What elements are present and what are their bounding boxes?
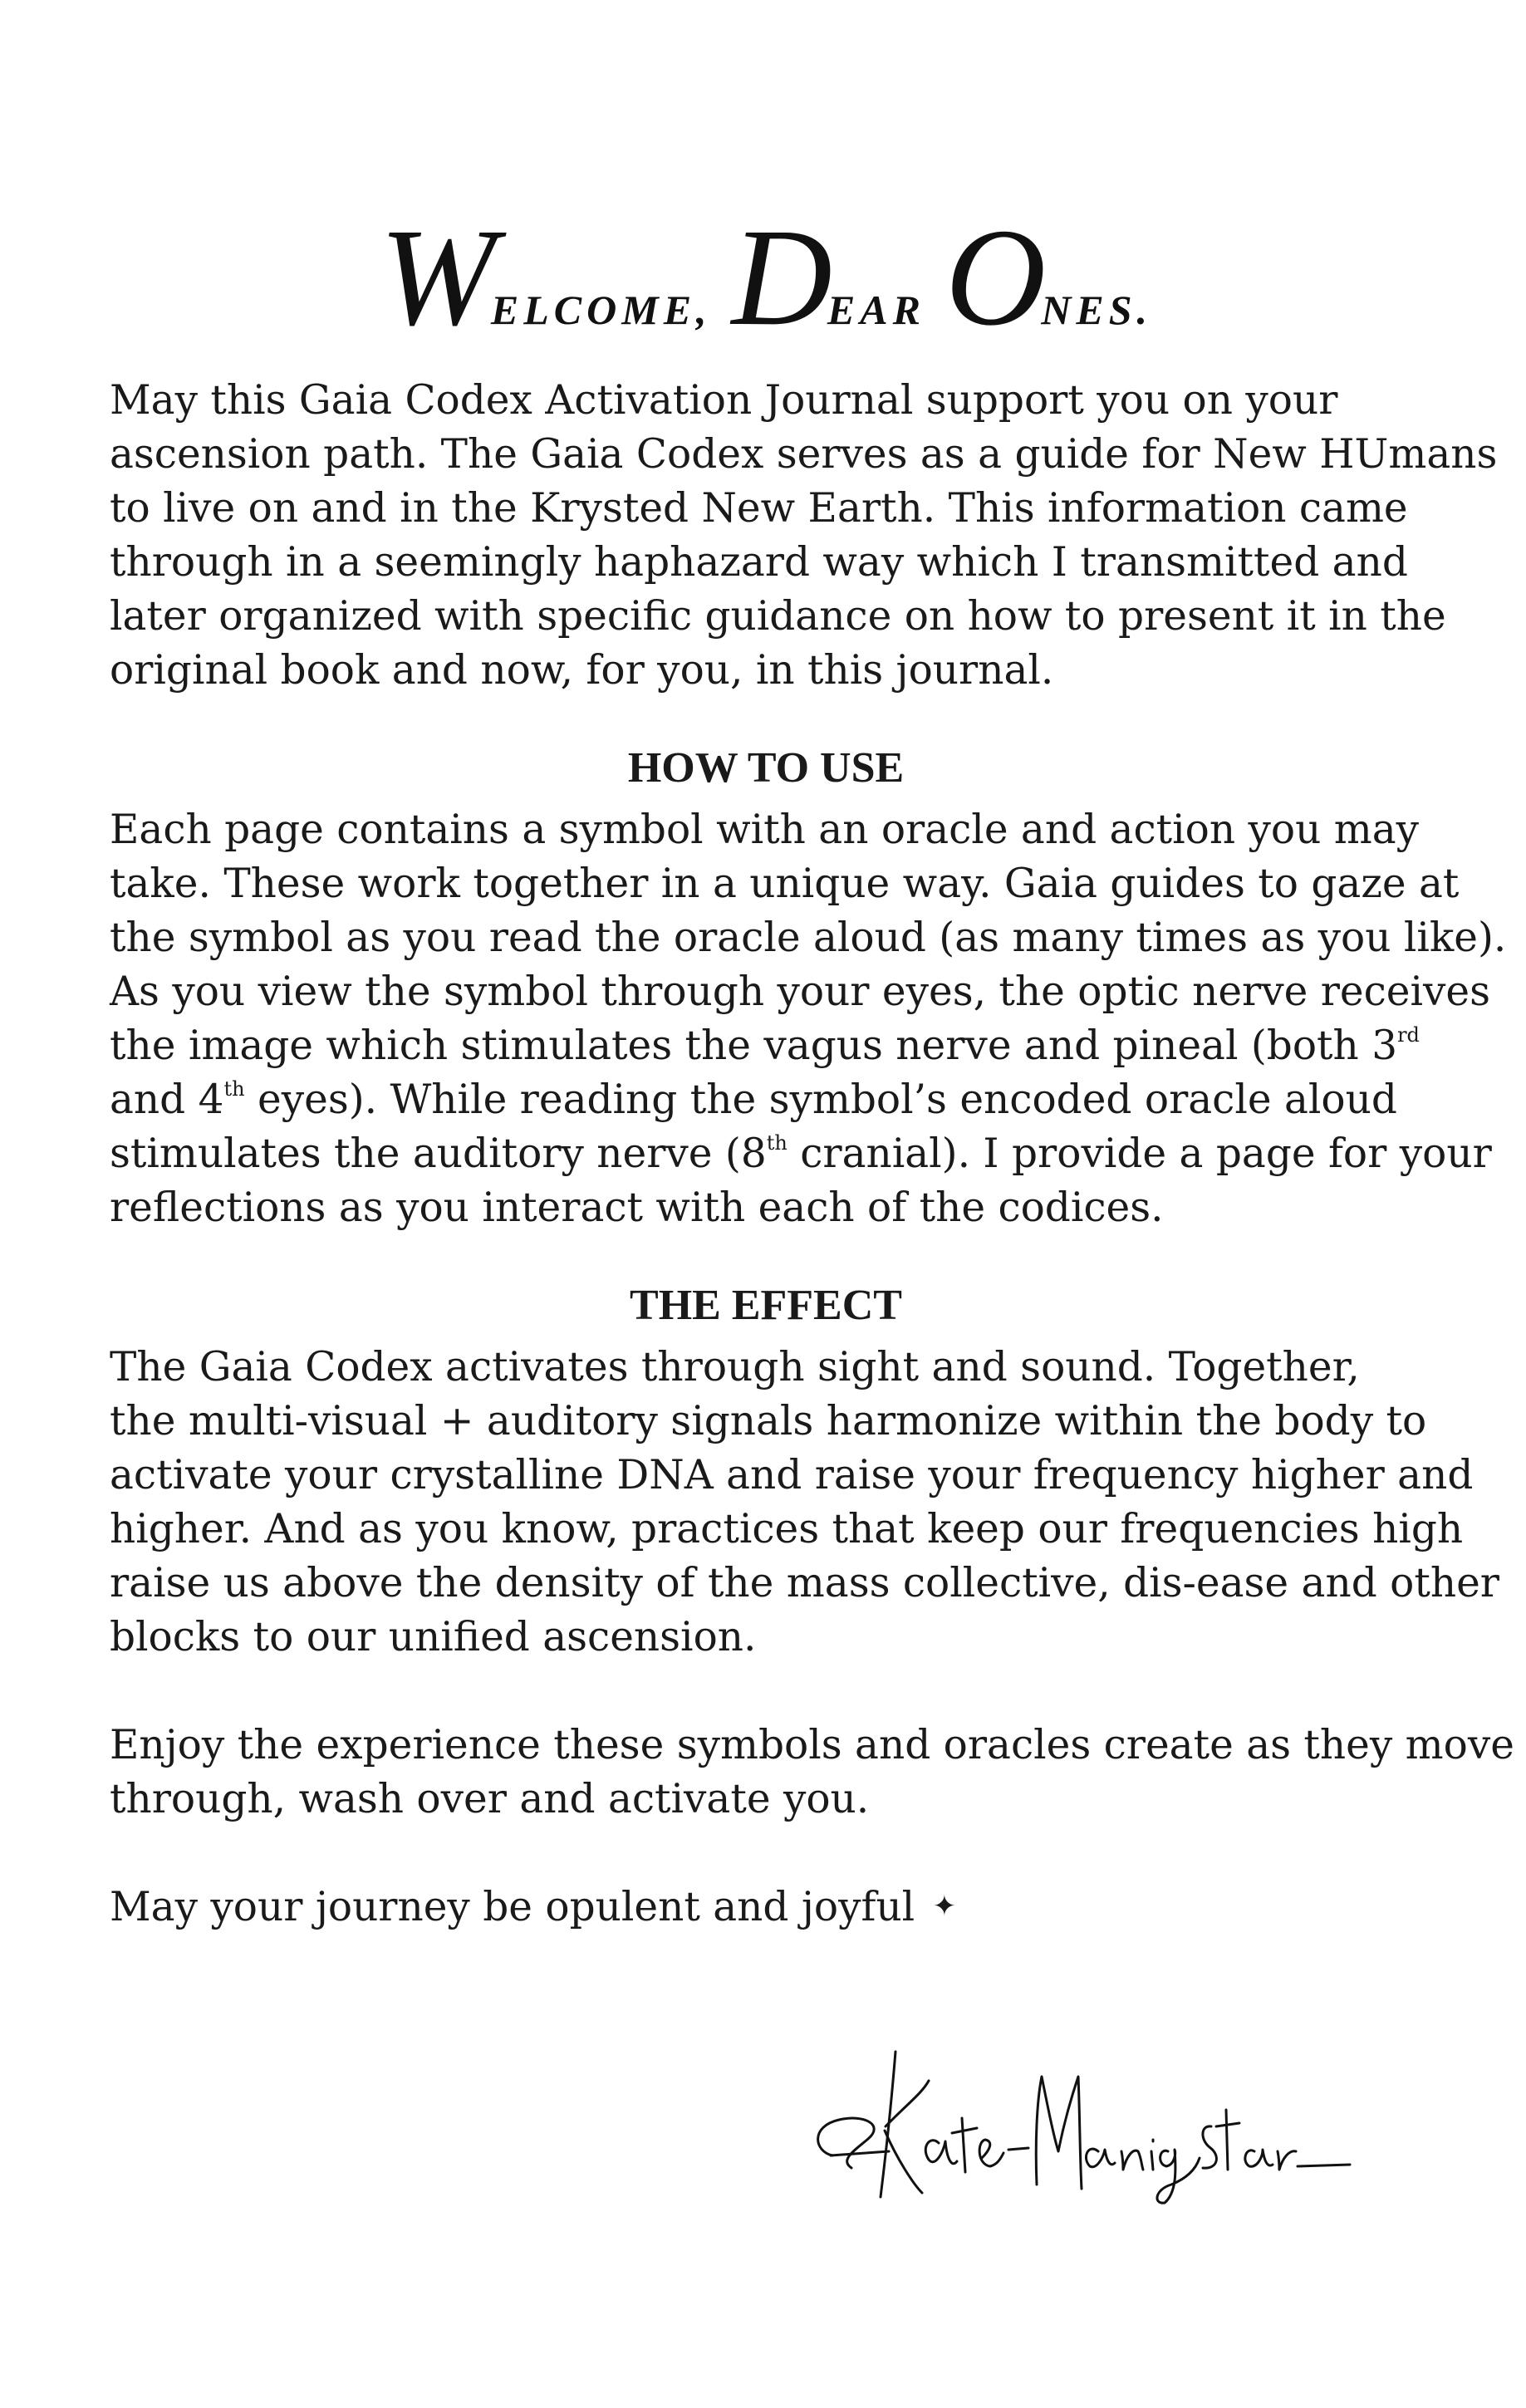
how-line xyxy=(110,1127,1492,1181)
effect-line: blocks to our unified ascension. xyxy=(110,1614,757,1660)
effect-line: higher. And as you know, practices that keep our frequencies high xyxy=(110,1506,1464,1552)
the-effect-heading: THE EFFECT xyxy=(630,1282,902,1329)
page-title xyxy=(110,200,1422,374)
how-line: take. These work together in a unique way. Gaia guides to gaze at xyxy=(110,861,1460,907)
how-to-use-paragraph xyxy=(110,803,1507,1235)
how-line-text: and 4 xyxy=(110,1076,224,1123)
enjoy-line: Enjoy the experience these symbols and oracles create as they move xyxy=(110,1722,1514,1768)
ordinal-superscript: rd xyxy=(1397,1023,1420,1047)
how-line: reflections as you interact with each of the codices. xyxy=(110,1184,1164,1231)
how-line: the symbol as you read the oracle aloud (as many times as you like). xyxy=(110,915,1507,961)
spacer xyxy=(110,1827,1422,1881)
title-word-welcome xyxy=(379,200,712,355)
effect-line: activate your crystalline DNA and raise your frequency higher and xyxy=(110,1452,1474,1498)
spacer xyxy=(110,1665,1422,1719)
title-rest-ones: NES. xyxy=(1041,287,1153,333)
intro-line: to live on and in the Krysted New Earth. This information came xyxy=(110,485,1408,532)
how-to-use-heading: HOW TO USE xyxy=(627,744,905,792)
how-line-text: the image which stimulates the vagus nerve and pineal (both 3 xyxy=(110,1023,1398,1069)
sparkle-star-icon: ✦ xyxy=(932,1890,957,1923)
enjoy-line: through, wash over and activate you. xyxy=(110,1776,870,1822)
title-rest-dear: EAR xyxy=(827,287,925,333)
title-word-dear xyxy=(731,200,925,355)
title-cap-o: O xyxy=(945,200,1042,355)
intro-line: later organized with specific guidance on how to present it in the xyxy=(110,593,1446,640)
closing-line xyxy=(110,1881,1422,1939)
title-rest-welcome: ELCOME, xyxy=(490,287,712,333)
title-word-ones xyxy=(945,200,1153,355)
handwritten-signature xyxy=(806,2027,1354,2209)
closing-text: May your journey be opulent and joyful xyxy=(110,1884,915,1930)
intro-paragraph xyxy=(110,374,1498,698)
the-effect-paragraph xyxy=(110,1341,1499,1665)
effect-line: raise us above the density of the mass collective, dis-ease and other xyxy=(110,1560,1499,1606)
how-line-text: cranial). I provide a page for your xyxy=(787,1130,1492,1177)
intro-line: through in a seemingly haphazard way which I transmitted and xyxy=(110,539,1408,586)
how-line-text: stimulates the auditory nerve (8 xyxy=(110,1130,767,1177)
title-cap-d: D xyxy=(731,200,827,355)
how-line xyxy=(110,1073,1422,1127)
intro-line: May this Gaia Codex Activation Journal support you on your xyxy=(110,377,1338,424)
intro-line: original book and now, for you, in this journal. xyxy=(110,647,1054,694)
how-line: As you view the symbol through your eyes, the optic nerve receives xyxy=(110,969,1491,1015)
how-line xyxy=(110,1019,1422,1073)
page-content xyxy=(110,200,1514,1939)
how-line: Each page contains a symbol with an oracle and action you may xyxy=(110,807,1420,853)
effect-line: the multi-visual + auditory signals harmonize within the body to xyxy=(110,1398,1427,1444)
intro-line: ascension path. The Gaia Codex serves as a guide for New HUmans xyxy=(110,431,1498,478)
title-cap-w: W xyxy=(379,200,491,355)
ordinal-superscript: th xyxy=(766,1130,788,1155)
how-line-text: eyes). While reading the symbol’s encoded oracle aloud xyxy=(244,1076,1397,1123)
effect-line: The Gaia Codex activates through sight and sound. Together, xyxy=(110,1344,1360,1390)
ordinal-superscript: th xyxy=(223,1076,245,1101)
enjoy-paragraph xyxy=(110,1719,1514,1827)
